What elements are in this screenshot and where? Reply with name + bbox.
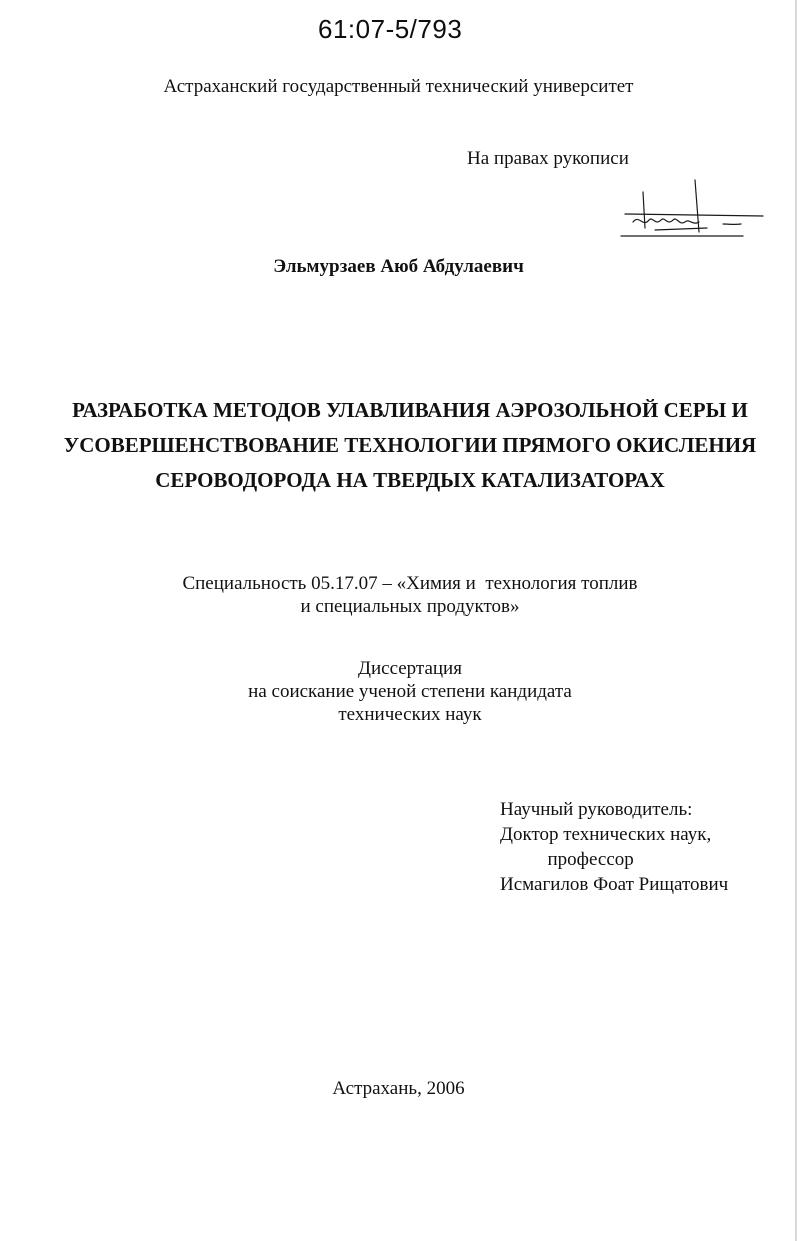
- degree-line: технических наук: [338, 704, 482, 725]
- title-line: СЕРОВОДОРОДА НА ТВЕРДЫХ КАТАЛИЗАТОРАХ: [155, 468, 665, 492]
- manuscript-rights-note: На правах рукописи: [467, 148, 629, 169]
- supervisor-line: профессор: [500, 849, 634, 870]
- signature-icon: [615, 178, 765, 244]
- signature-stroke: [695, 180, 699, 232]
- university-name: Астраханский государственный технический университет: [163, 76, 634, 97]
- degree-block: [60, 657, 760, 726]
- specialty-block: [60, 572, 760, 618]
- author-name: Эльмурзаев Аюб Абдулаевич: [273, 256, 524, 277]
- degree-line: на соискание ученой степени кандидата: [248, 681, 572, 702]
- city-year: Астрахань, 2006: [332, 1078, 465, 1099]
- supervisor-block: [500, 797, 728, 897]
- supervisor-line: Исмагилов Фоат Рищатович: [500, 874, 729, 895]
- specialty-line: Специальность 05.17.07 – «Химия и технология топлив: [182, 573, 638, 594]
- dissertation-title: [60, 393, 760, 498]
- degree-line: Диссертация: [358, 658, 462, 679]
- specialty-line: и специальных продуктов»: [300, 596, 520, 617]
- title-line: РАЗРАБОТКА МЕТОДОВ УЛАВЛИВАНИЯ АЭРОЗОЛЬНОЙ СЕРЫ И: [72, 398, 748, 422]
- signature-stroke: [633, 219, 699, 223]
- supervisor-line: Доктор технических наук,: [500, 824, 712, 845]
- title-line: УСОВЕРШЕНСТВОВАНИЕ ТЕХНОЛОГИИ ПРЯМОГО ОКИСЛЕНИЯ: [63, 433, 757, 457]
- signature-stroke: [625, 214, 763, 216]
- archive-code: 61:07-5/793: [318, 14, 463, 44]
- supervisor-line: Научный руководитель:: [500, 799, 693, 820]
